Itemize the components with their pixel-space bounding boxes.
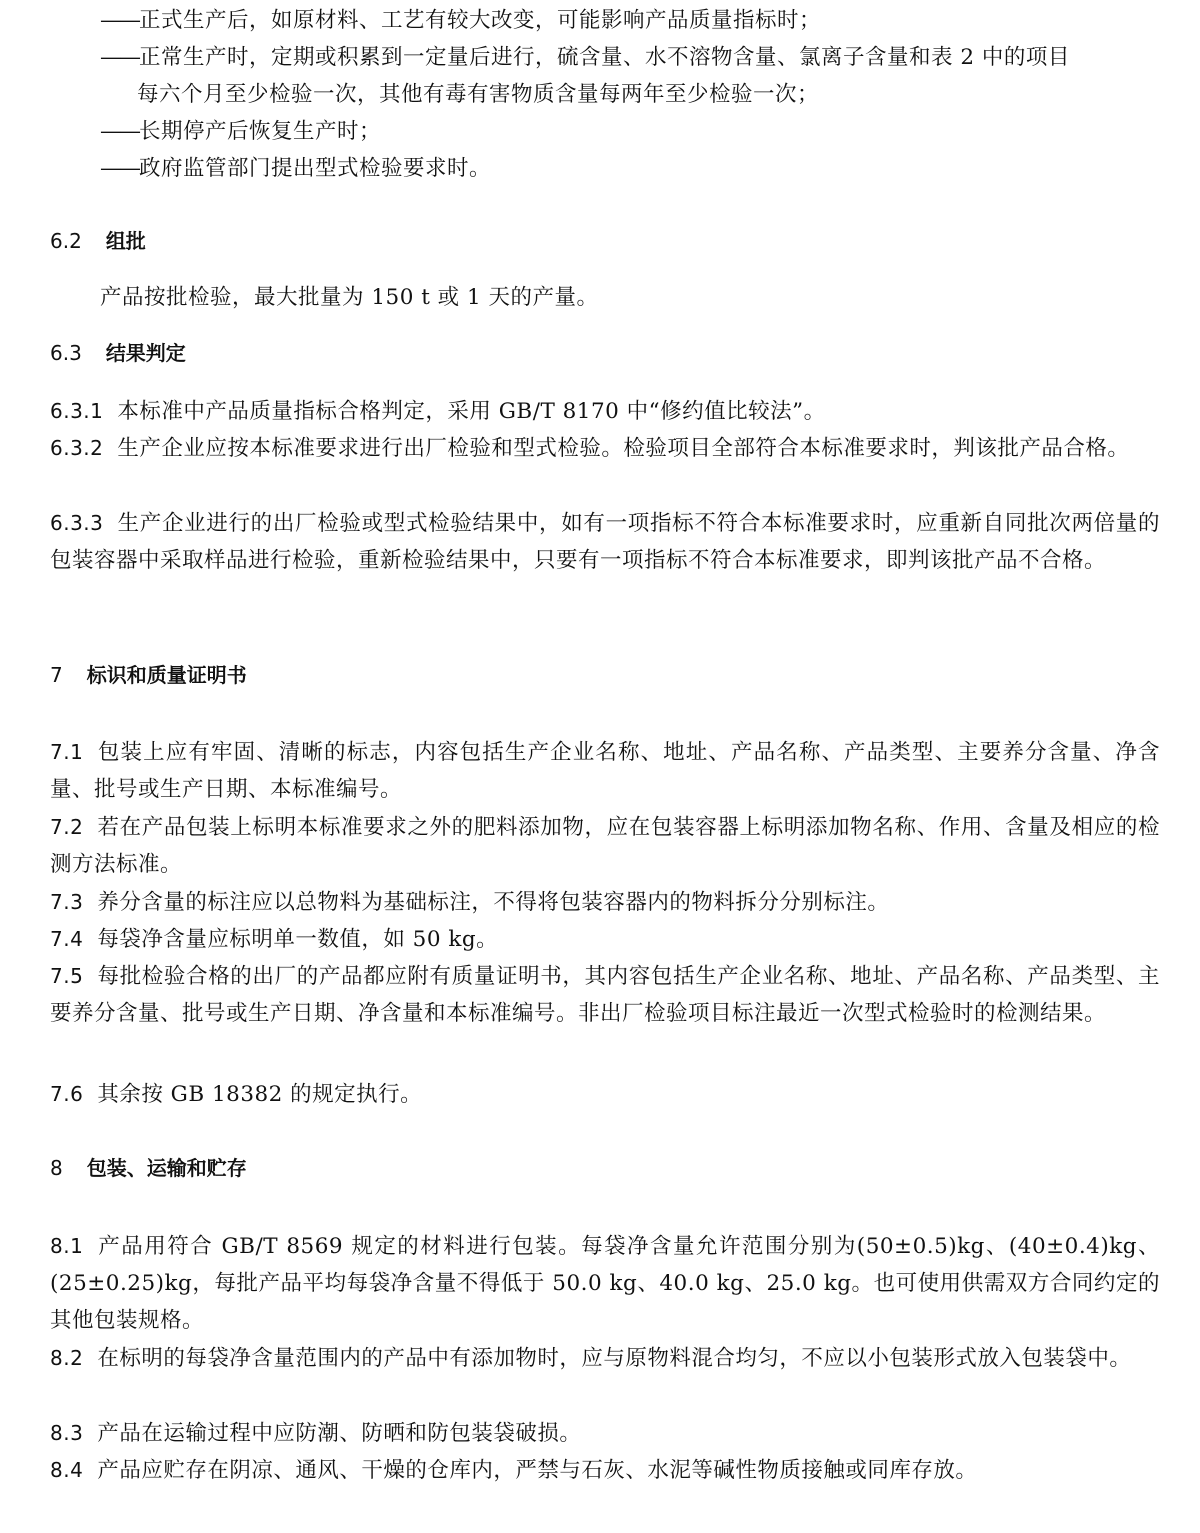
clause-7-1 [50,734,1160,808]
section-heading-7 [50,660,247,690]
list-item-continuation: 每六个月至少检验一次，其他有毒有害物质含量每两年至少检验一次； [137,82,820,107]
clause-8-2 [50,1340,1160,1377]
clause-number: 8.4 [50,1458,84,1482]
dash-mark: —— [100,156,139,181]
clause-text: 每批检验合格的出厂的产品都应附有质量证明书，其内容包括生产企业名称、地址、产品名称、产品类型、主要养分含量、批号或生产日期、净含量和本标准编号。非出厂检验项目标注最近一次型式检验时的检测结果。 [50,964,1160,1026]
section-title: 包装、运输和贮存 [86,1156,247,1180]
section-title: 结果判定 [105,341,186,365]
clause-number: 7.4 [50,927,84,951]
clause-text: 若在产品包装上标明本标准要求之外的肥料添加物，应在包装容器上标明添加物名称、作用、含量及相应的检测方法标准。 [50,815,1160,877]
clause-8-1 [50,1228,1160,1339]
clause-number: 8.1 [50,1234,84,1258]
section-heading-8 [50,1153,247,1183]
clause-text: 产品在运输过程中应防潮、防晒和防包装袋破损。 [97,1421,582,1446]
list-item [100,150,1160,187]
clause-number: 6.3.2 [50,436,104,460]
clause-text: 养分含量的标注应以总物料为基础标注，不得将包装容器内的物料拆分分别标注。 [97,890,890,915]
section-number: 6.2 [50,229,82,253]
dash-mark: —— [100,8,139,33]
clause-8-3 [50,1415,1160,1452]
section-number: 6.3 [50,341,82,365]
section-title: 组批 [105,229,146,253]
list-item [100,39,1160,76]
section-heading-6-3 [50,338,186,368]
section-heading-6-2 [50,226,146,256]
clause-text: 其余按 GB 18382 的规定执行。 [97,1082,423,1107]
clause-6-3-1 [50,393,1160,430]
clause-text: 包装上应有牢固、清晰的标志，内容包括生产企业名称、地址、产品名称、产品类型、主要养分含量、净含量、批号或生产日期、本标准编号。 [50,740,1160,802]
clause-number: 6.3.3 [50,511,104,535]
clause-number: 7.1 [50,740,84,764]
clause-8-4 [50,1452,1160,1489]
clause-text: 每袋净含量应标明单一数值，如 50 kg。 [97,927,499,952]
clause-number: 7.2 [50,815,84,839]
clause-number: 7.3 [50,890,84,914]
clause-7-3 [50,884,1160,921]
list-item [100,113,1160,150]
dash-mark: —— [100,119,139,144]
section-title: 标识和质量证明书 [86,663,247,687]
clause-7-2 [50,809,1160,883]
clause-text: 生产企业应按本标准要求进行出厂检验和型式检验。检验项目全部符合本标准要求时，判该批产品合格。 [117,436,1130,461]
clause-6-3-2 [50,430,1160,467]
dash-mark: —— [100,45,139,70]
clause-text: 产品用符合 GB/T 8569 规定的材料进行包装。每袋净含量允许范围分别为(50±0.5)kg、(40±0.4)kg、(25±0.25)kg，每批产品平均每袋净含量不得低于 50.0 kg、40.0 kg、25.0 kg。也可使用供需双方合同约定的其他包装规格。 [50,1234,1160,1333]
clause-number: 7.6 [50,1082,84,1106]
list-item-text: 政府监管部门提出型式检验要求时。 [139,156,492,181]
list-item-text: 长期停产后恢复生产时； [139,119,382,144]
list-item-text: 正式生产后，如原材料、工艺有较大改变，可能影响产品质量指标时； [139,8,822,33]
clause-text: 本标准中产品质量指标合格判定，采用 GB/T 8170 中“修约值比较法”。 [117,399,826,424]
clause-number: 8.2 [50,1346,84,1370]
clause-text: 产品应贮存在阴凉、通风、干燥的仓库内，严禁与石灰、水泥等碱性物质接触或同库存放。 [97,1458,978,1483]
clause-text: 生产企业进行的出厂检验或型式检验结果中，如有一项指标不符合本标准要求时，应重新自同批次两倍量的包装容器中采取样品进行检验，重新检验结果中，只要有一项指标不符合本标准要求，即判该批产品不合格。 [50,511,1160,573]
list-item-text: 正常生产时，定期或积累到一定量后进行，硫含量、水不溶物含量、氯离子含量和表 2 中的项目 [139,45,1070,70]
clause-number: 6.3.1 [50,399,104,423]
clause-6-3-3 [50,505,1160,579]
section-number: 7 [50,663,63,687]
section-number: 8 [50,1156,63,1180]
clause-7-4 [50,921,1160,958]
clause-7-6 [50,1076,1160,1113]
clause-number: 7.5 [50,964,84,988]
list-item [100,2,1160,39]
clause-7-5 [50,958,1160,1032]
clause-text: 在标明的每袋净含量范围内的产品中有添加物时，应与原物料混合均匀，不应以小包装形式放入包装袋中。 [97,1346,1132,1371]
section-body-6-2: 产品按批检验，最大批量为 150 t 或 1 天的产量。 [100,285,599,310]
clause-number: 8.3 [50,1421,84,1445]
